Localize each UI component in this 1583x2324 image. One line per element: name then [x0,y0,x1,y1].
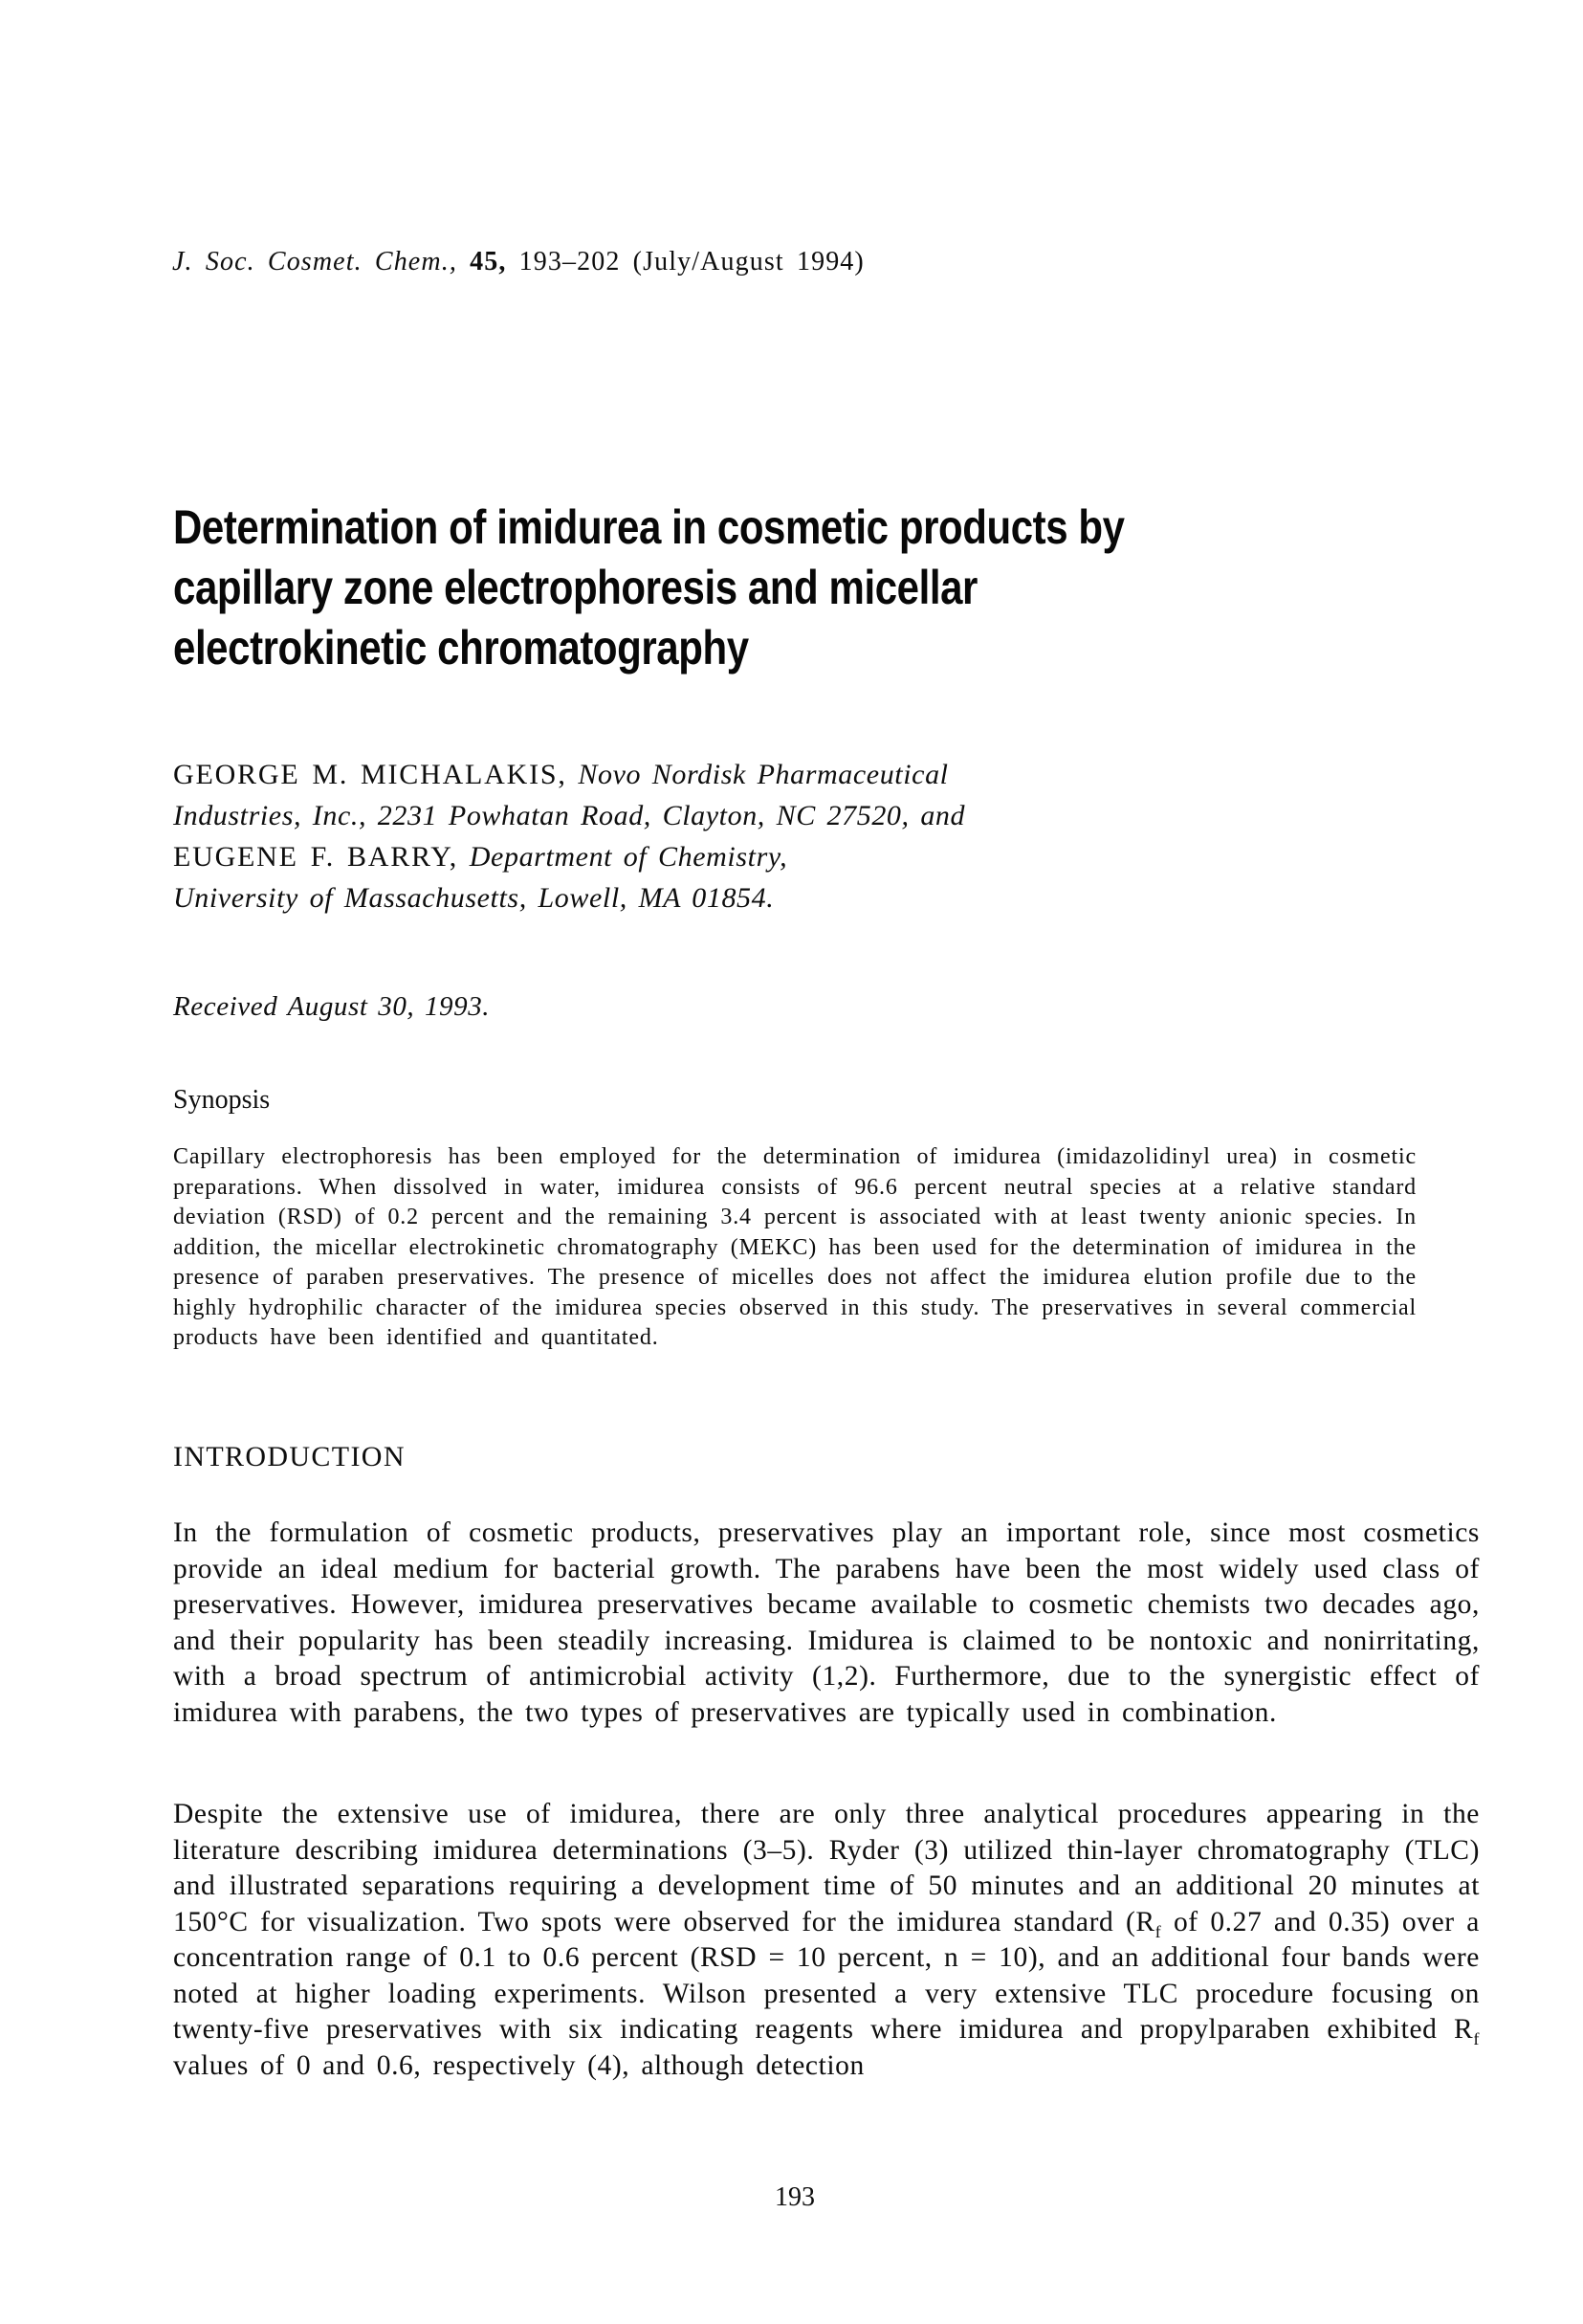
page-number: 193 [775,2182,815,2212]
author-2-affiliation: Department of Chemistry, [469,841,788,873]
article-title [173,498,1306,678]
author-line-3 [173,836,965,877]
author-line-1 [173,754,965,795]
synopsis-text: Capillary electrophoresis has been employed for the determination of imidurea (imidazolidinyl urea) in cosmetic preparations. When dissolved in water, imidurea consists of 96.6 percent neutral species at a relative standard deviation (RSD) of 0.2 percent and the remaining 3.4 percent is associated with at least twenty anionic species. In addition, the micellar electrokinetic chromatography (MEKC) has been used for the determination of imidurea in the presence of paraben preservatives. The presence of micelles does not affect the imidurea elution profile due to the highly hydrophilic character of the imidurea species observed in this study. The preservatives in several commercial products have been identified and quantitated. [173,1144,1417,1350]
author-2-name: EUGENE F. BARRY, [173,841,459,873]
journal-name: J. Soc. Cosmet. Chem., [172,247,457,277]
author-1-name: GEORGE M. MICHALAKIS, [173,759,567,790]
author-line-2: Industries, Inc., 2231 Powhatan Road, Clayton, NC 27520, and [173,800,966,831]
introduction-heading: INTRODUCTION [173,1441,406,1472]
synopsis-heading: Synopsis [173,1085,271,1115]
journal-volume: 45, [470,247,507,277]
author-line-4: University of Massachusetts, Lowell, MA 01854. [173,882,775,914]
authors-block [173,754,965,919]
journal-pages-date: 193–202 (July/August 1994) [518,247,865,277]
author-1-affiliation: Novo Nordisk Pharmaceutical [578,759,949,790]
article-title-line-3: electrokinetic chromatography [173,621,749,675]
article-title-line-2: capillary zone electrophoresis and micellar [173,561,978,614]
received-date: Received August 30, 1993. [173,991,491,1022]
article-title-line-1: Determination of imidurea in cosmetic products by [173,500,1125,554]
introduction-paragraph-1: In the formulation of cosmetic products, preservatives play an important role, since most cosmetics provide an ideal medium for bacterial growth. The parabens have been the most widely used class of preservatives. However, imidurea preservatives became available to cosmetic chemists two decades ago, and their popularity has been steadily increasing. Imidurea is claimed to be nontoxic and nonirritating, with a broad spectrum of antimicrobial activity (1,2). Furthermore, due to the synergistic effect of imidurea with parabens, the two types of preservatives are typically used in combination. [173,1517,1480,1728]
journal-citation [172,247,865,277]
introduction-paragraph-2: Despite the extensive use of imidurea, there are only three analytical procedures appearing in the literature describing imidurea determinations (3–5). Ryder (3) utilized thin-layer chromatography (TLC) and illustrated separations requiring a development time of 50 minutes and an additional 20 minutes at 150°C for visualization. Two spots were observed for the imidurea standard ($R_f$ of 0.27 and 0.35) over a concentration range of 0.1 to 0.6 percent (RSD = 10 percent, n = 10), and an additional four bands were noted at higher loading experiments. Wilson presented a very extensive TLC procedure focusing on twenty-five preservatives with six indicating reagents where imidurea and propylparaben exhibited $R_f$ values of 0 and 0.6, respectively (4), although detection [173,1799,1480,2081]
